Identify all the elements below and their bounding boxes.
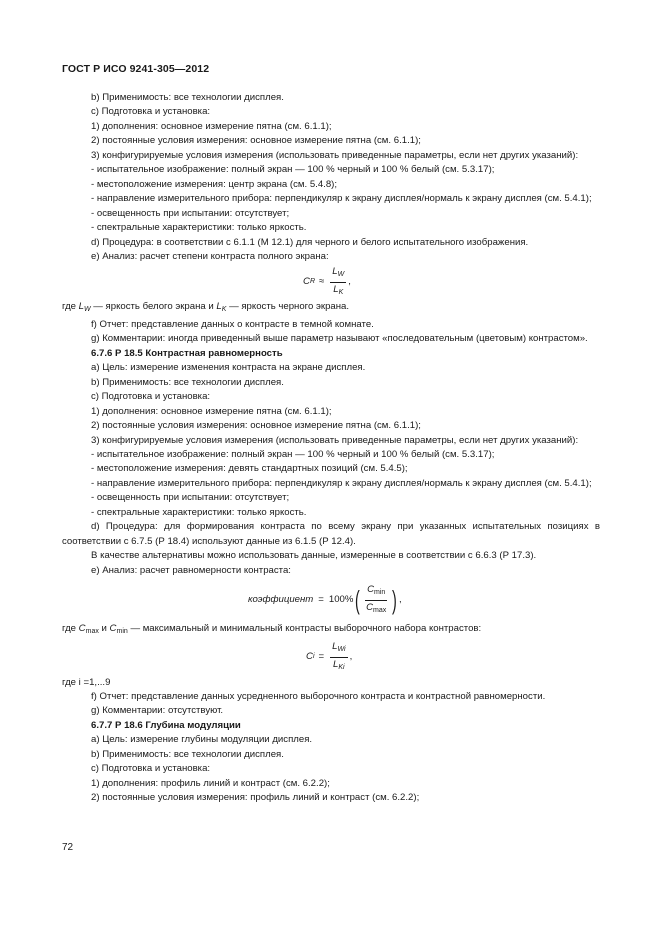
document-body bbox=[62, 91, 600, 806]
formula2-den: C bbox=[366, 601, 374, 613]
formula2-num: C bbox=[367, 583, 375, 595]
list-test-image-2: - испытательное изображение: полный экран — 100 % черный и 100 % белый (см. 5.3.17); bbox=[91, 448, 495, 460]
formula3-eq: = bbox=[318, 651, 325, 663]
where-text-1: — яркость белого экрана и bbox=[93, 301, 217, 313]
item-preparation-c-2: 2) постоянные условия измерения: профиль линий и контраст (см. 6.2.2); bbox=[91, 792, 420, 804]
item-analysis: e) Анализ: расчет степени контраста полного экрана: bbox=[91, 250, 329, 262]
formula-lhs-sub: R bbox=[309, 278, 315, 286]
formula-approx: ≈ bbox=[319, 276, 325, 288]
where2-mid: и bbox=[101, 623, 110, 635]
item-preparation-2: 2) постоянные условия измерения: основное измерение пятна (см. 6.1.1); bbox=[91, 135, 421, 147]
item-alternative: В качестве альтернативы можно использовать данные, измеренные в соответствии с 6.6.3 (Р 17.3). bbox=[91, 550, 537, 562]
formula-sample-contrast bbox=[62, 640, 600, 676]
formula2-pct: 100% bbox=[328, 593, 354, 605]
item-comments: g) Комментарии: иногда приведенный выше параметр называют «последовательным (цветовым) контрастом». bbox=[91, 333, 588, 345]
formula3-tail: , bbox=[349, 651, 353, 663]
formula-num-sub: W bbox=[337, 270, 345, 278]
formula-den: L bbox=[333, 283, 339, 295]
list-instrument-direction-2: - направление измерительного прибора: перпендикуляр к экрану дисплея/нормаль к экрану дисплея (см. 5.4.1); bbox=[91, 477, 592, 489]
formula-num: L bbox=[332, 265, 338, 277]
item-preparation-c-1: 1) дополнения: профиль линий и контраст (см. 6.2.2); bbox=[91, 777, 330, 789]
where2-var-cmax-sub: max bbox=[85, 628, 99, 636]
item-applicability-3: b) Применимость: все технологии дисплея. bbox=[91, 748, 284, 760]
formula3-den: L bbox=[333, 659, 339, 670]
item-preparation-b: c) Подготовка и установка: bbox=[91, 391, 211, 403]
item-goal-3: a) Цель: измерение глубины модуляции дисплея. bbox=[91, 734, 313, 746]
formula-uniformity bbox=[62, 578, 600, 622]
formula-lhs: C bbox=[303, 276, 310, 288]
where-var-lw: L bbox=[78, 301, 85, 313]
formula2-fraction bbox=[364, 584, 388, 617]
item-preparation: c) Подготовка и установка: bbox=[91, 106, 211, 118]
formula2-eq: = bbox=[318, 593, 324, 605]
where-text-2: — яркость черного экрана. bbox=[229, 301, 350, 313]
list-measurement-location-2: - местоположение измерения: девять стандартных позиций (см. 5.4.5); bbox=[91, 463, 408, 475]
list-spectral-2: - спектральные характеристики: только яркость. bbox=[91, 506, 307, 518]
formula3-lhs: C bbox=[306, 651, 313, 663]
item-report: f) Отчет: представление данных о контрасте в темной комнате. bbox=[91, 318, 374, 330]
formula-fraction bbox=[330, 266, 346, 299]
list-illumination: - освещенность при испытании: отсутствует; bbox=[91, 207, 290, 219]
item-comments-2: g) Комментарии: отсутствуют. bbox=[91, 705, 224, 717]
item-preparation-b-2: 2) постоянные условия измерения: основное измерение пятна (см. 6.1.1); bbox=[91, 420, 421, 432]
item-preparation-1: 1) дополнения: основное измерение пятна (см. 6.1.1); bbox=[91, 120, 332, 132]
item-preparation-b-3: 3) конфигурируемые условия измерения (использовать приведенные параметры, если нет других указаний): bbox=[91, 434, 579, 446]
document-header: ГОСТ Р ИСО 9241-305—2012 bbox=[62, 63, 210, 75]
item-report-2: f) Отчет: представление данных усредненного выборочного контраста и контрастной равномерности. bbox=[91, 690, 546, 702]
formula2-tail: , bbox=[398, 593, 402, 605]
item-procedure: d) Процедура: в соответствии с 6.1.1 (М 12.1) для черного и белого испытательного изображения. bbox=[91, 236, 529, 248]
list-test-image: - испытательное изображение: полный экран — 100 % черный и 100 % белый (см. 5.3.17); bbox=[91, 164, 495, 176]
formula3-num-sub: Wi bbox=[337, 646, 346, 653]
where-var-lk: L bbox=[216, 301, 222, 313]
item-preparation-3: 3) конфигурируемые условия измерения (использовать приведенные параметры, если нет других указаний): bbox=[91, 149, 579, 161]
item-applicability: b) Применимость: все технологии дисплея. bbox=[91, 92, 284, 103]
where-prefix: где bbox=[62, 301, 79, 313]
list-illumination-2: - освещенность при испытании: отсутствует; bbox=[91, 492, 290, 504]
formula2-num-sub: min bbox=[374, 588, 386, 596]
item-procedure-2: d) Процедура: для формирования контраста по всему экрану при указанных испытательных позициях в соответствии с 6.7.5 (Р 18.4) используют данные из 6.1.5 (Р 12.4). bbox=[62, 521, 600, 547]
formula3-lhs-sub: i bbox=[312, 653, 315, 661]
item-applicability-2: b) Применимость: все технологии дисплея. bbox=[91, 376, 284, 388]
section-heading-6-7-7: 6.7.7 Р 18.6 Глубина модуляции bbox=[91, 719, 241, 731]
list-spectral: - спектральные характеристики: только яркость. bbox=[91, 222, 307, 234]
formula3-den-sub: Ki bbox=[338, 664, 345, 671]
where-luminance bbox=[62, 300, 600, 317]
item-preparation-c: c) Подготовка и установка: bbox=[91, 763, 211, 775]
where2-prefix: где bbox=[62, 623, 79, 635]
formula2-den-sub: max bbox=[373, 606, 387, 614]
where2-var-cmin-sub: min bbox=[116, 628, 128, 636]
where-contrasts bbox=[62, 622, 600, 639]
formula-contrast-ratio bbox=[62, 264, 600, 300]
section-heading-6-7-6: 6.7.6 Р 18.5 Контрастная равномерность bbox=[91, 347, 283, 359]
where2-var-cmin: C bbox=[109, 623, 117, 635]
right-paren-icon: ) bbox=[392, 585, 398, 616]
formula2-lhs: коэффициент bbox=[248, 593, 314, 605]
where-var-lw-sub: W bbox=[84, 306, 91, 314]
formula-tail: , bbox=[348, 276, 351, 288]
where2-var-cmax: C bbox=[78, 623, 86, 635]
where-var-lk-sub: K bbox=[221, 306, 227, 314]
formula-den-sub: K bbox=[338, 288, 344, 296]
item-analysis-2: e) Анализ: расчет равномерности контраста: bbox=[91, 564, 291, 576]
formula3-fraction bbox=[330, 641, 347, 674]
item-goal: a) Цель: измерение изменения контраста на экране дисплея. bbox=[91, 362, 366, 374]
list-measurement-location: - местоположение измерения: центр экрана (см. 5.4.8); bbox=[91, 178, 338, 190]
where2-text: — максимальный и минимальный контрасты выборочного набора контрастов: bbox=[130, 623, 482, 635]
left-paren-icon: ( bbox=[355, 585, 361, 616]
formula3-num: L bbox=[332, 641, 338, 652]
list-instrument-direction: - направление измерительного прибора: перпендикуляр к экрану дисплея/нормаль к экрану дисплея (см. 5.4.1); bbox=[91, 193, 592, 205]
where-index-range: где i =1,...9 bbox=[62, 676, 111, 688]
page-number: 72 bbox=[62, 842, 74, 853]
item-preparation-b-1: 1) дополнения: основное измерение пятна (см. 6.1.1); bbox=[91, 405, 332, 417]
